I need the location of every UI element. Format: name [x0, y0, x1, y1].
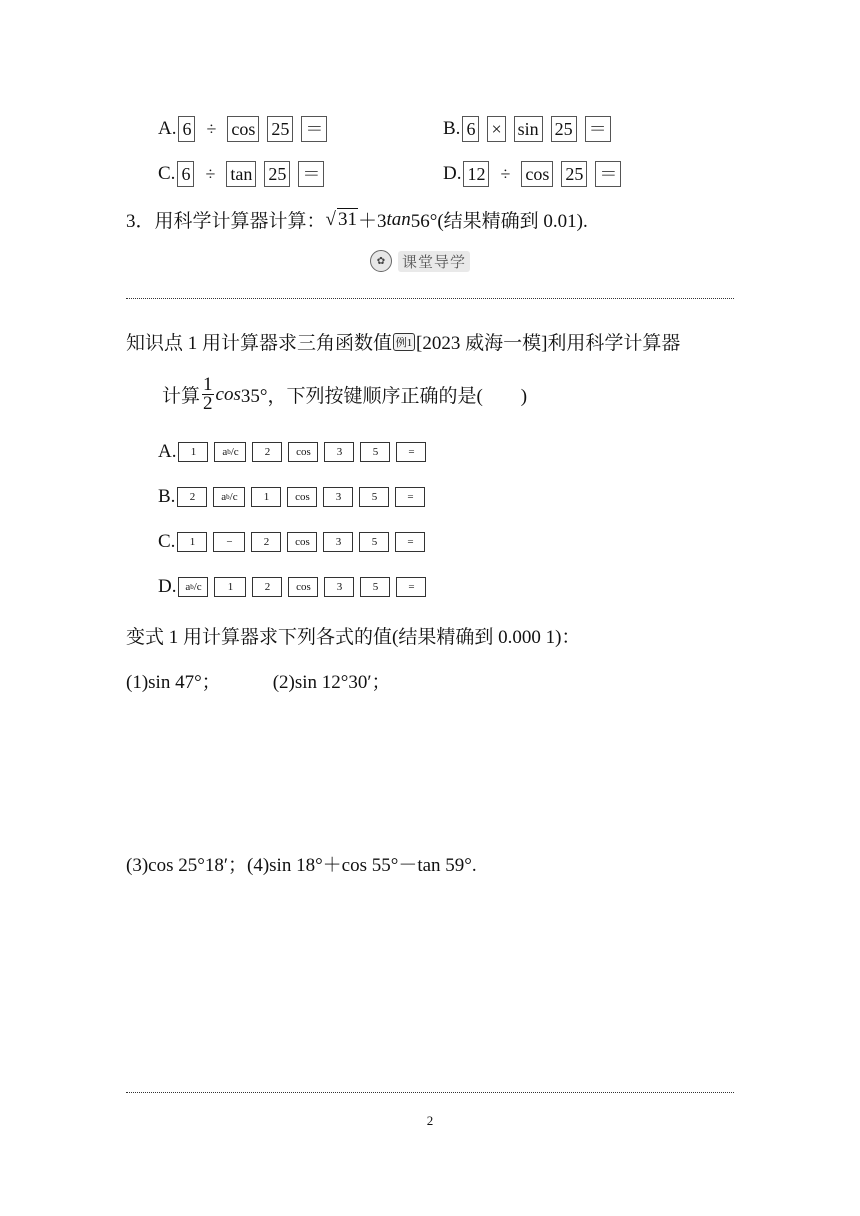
calc-key: ＝: [585, 116, 611, 142]
knowledge-point-title: 知识点 1 用计算器求三角函数值 例1 [2023 威海一模]利用科学计算器: [126, 333, 681, 354]
calc-key: 12: [463, 161, 489, 187]
section-badge: ✿ 课堂导学: [370, 250, 470, 272]
ex1-option-d: D. a b /c 1 2 cos 3 5 =: [158, 576, 432, 598]
q2-option-d: D. 12 ÷ cos 25 ＝: [443, 161, 629, 187]
question-3: 3．用科学计算器计算： √ 31 ＋3 tan 56°(结果精确到 0.01).: [126, 208, 588, 232]
calc-key: 2: [252, 577, 282, 597]
page-number: 2: [426, 1113, 434, 1128]
calc-key: 3: [324, 442, 354, 462]
calc-key: ÷: [203, 117, 219, 141]
calc-key: a b /c: [178, 577, 208, 597]
q2-option-a: A. 6 ÷ cos 25 ＝: [158, 116, 335, 142]
calc-key: ×: [487, 116, 505, 142]
calc-key: a b /c: [213, 487, 245, 507]
calc-key: 2: [251, 532, 281, 552]
calc-key: 5: [359, 532, 389, 552]
calc-key: ＝: [301, 116, 327, 142]
example-tag: 例1: [393, 333, 415, 351]
calc-key: cos: [288, 577, 318, 597]
calc-key: 1: [251, 487, 281, 507]
variant-1-title: 变式 1 用计算器求下列各式的值(结果精确到 0.000 1)：: [126, 627, 581, 648]
q2-option-c: C. 6 ÷ tan 25 ＝: [158, 161, 332, 187]
calc-key: 5: [360, 577, 390, 597]
calc-key: 3: [323, 532, 353, 552]
calc-key: cos: [521, 161, 553, 187]
calc-key: 25: [561, 161, 587, 187]
calc-key: =: [396, 442, 426, 462]
calc-key: 2: [177, 487, 207, 507]
calc-key: cos: [227, 116, 259, 142]
calc-key: 2: [252, 442, 282, 462]
calc-key: 3: [324, 577, 354, 597]
dotted-divider-bottom: [126, 1092, 734, 1093]
ex1-option-b: B. 2 a b /c 1 cos 3 5 =: [158, 486, 431, 508]
calc-key: ÷: [497, 162, 513, 186]
calc-key: cos: [287, 487, 317, 507]
calc-key: 1: [178, 442, 208, 462]
variant-1-parts-1-2: (1)sin 47°； (2)sin 12°30′；: [126, 672, 391, 693]
calc-key: cos: [288, 442, 318, 462]
calc-key: −: [213, 532, 245, 552]
ex1-option-a: A. 1 a b /c 2 cos 3 5 =: [158, 441, 432, 463]
ex1-option-c: C. 1 − 2 cos 3 5 =: [158, 531, 431, 553]
calc-key: sin: [514, 116, 543, 142]
calc-key: 25: [264, 161, 290, 187]
sqrt-symbol: √: [325, 208, 336, 230]
calc-key: =: [396, 577, 426, 597]
calc-key: 6: [462, 116, 479, 142]
calc-key: cos: [287, 532, 317, 552]
q2-option-b: B. 6 × sin 25 ＝: [443, 116, 619, 142]
calc-key: 5: [359, 487, 389, 507]
section-emblem-icon: ✿: [370, 250, 392, 272]
calc-key: ＝: [298, 161, 324, 187]
knowledge-point-question: 计算 $\frac{1}{2}$ cos 35°，下列按键顺序正确的是( ): [162, 374, 528, 414]
calc-key: 6: [178, 116, 195, 142]
calc-key: ＝: [595, 161, 621, 187]
fraction: $\frac{1}{2}$: [203, 374, 213, 414]
calc-key: 5: [360, 442, 390, 462]
calc-key: ÷: [202, 162, 218, 186]
calc-key: 1: [177, 532, 207, 552]
variant-1-parts-3-4: (3)cos 25°18′；(4)sin 18°＋cos 55°－tan 59°.: [126, 855, 477, 876]
calc-key: 6: [177, 161, 194, 187]
calc-key: 1: [214, 577, 246, 597]
calc-key: =: [395, 532, 425, 552]
dotted-divider: [126, 298, 734, 299]
calc-key: a b /c: [214, 442, 246, 462]
calc-key: 25: [551, 116, 577, 142]
calc-key: 25: [267, 116, 293, 142]
calc-key: =: [395, 487, 425, 507]
calc-key: tan: [226, 161, 256, 187]
calc-key: 3: [323, 487, 353, 507]
